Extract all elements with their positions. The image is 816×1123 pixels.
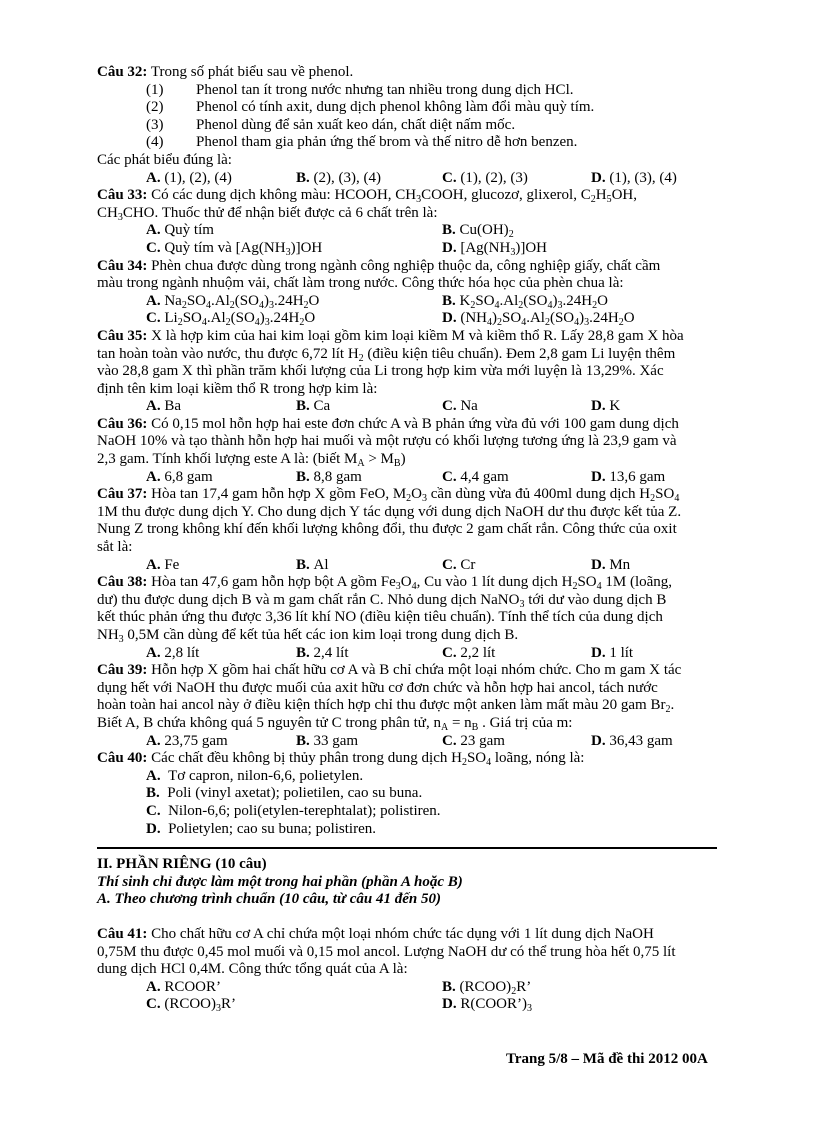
option-c[interactable]: C. (1), (2), (3) [442, 169, 528, 186]
answer-options [97, 240, 717, 258]
question-label: Câu 40: [97, 750, 148, 767]
question-34: Câu 34: Phèn chua được dùng trong ngành công nghiệp thuộc da, công nghiệp giấy, chất cầm màu trong ngành nhuộm vải, chất làm trong nước. Công thức hóa học của phèn chua là: A. $Na_2SO_4.Al_2(SO_4)_3.24H_2O$ B. $K_2SO_4.Al_2(SO_4)_3.24H_2O$ C. $Li_2SO_4.Al_2(SO_4)_3.24H_2O$ D. $(NH_4)_2SO_4.Al_2(SO_4)_3.24H_2O$ [97, 258, 717, 328]
question-label: Câu 37: [97, 486, 148, 503]
option-a[interactable]: A. 6,8 gam [146, 468, 213, 485]
section-divider [97, 847, 717, 849]
option-b[interactable]: B. $(RCOO)_2R$’ [442, 978, 532, 997]
option-d[interactable]: D. Mn [591, 556, 631, 573]
option-d[interactable]: D. Polietylen; cao su buna; polistiren. [146, 820, 376, 837]
option-d[interactable]: D. (1), (3), (4) [591, 169, 677, 186]
statement-number: (2) [146, 99, 164, 116]
answer-options [97, 645, 717, 663]
option-c[interactable]: C. $(RCOO)_3R$’ [146, 996, 237, 1015]
option-c[interactable]: C. Quỳ tím và $[Ag(NH_3)]OH$ [146, 239, 323, 258]
question-32 [97, 64, 717, 187]
statement [97, 99, 717, 117]
option-a[interactable]: A. $Na_2SO_4.Al_2(SO_4)_3.24H_2O$ [146, 292, 320, 311]
page-footer: Trang 5/8 – Mã đề thi 2012 00A [506, 1051, 708, 1067]
option-b[interactable]: B. Ca [296, 398, 331, 415]
question-label: Câu 36: [97, 415, 148, 432]
question-36: Câu 36: Có 0,15 mol hỗn hợp hai este đơn chức A và B phản ứng vừa đủ với 100 gam dung dịch NaOH 10% và tạo thành hỗn hợp hai muối và một rượu có khối lượng tương ứng là 23,9 gam và 2,3 gam. Tính khối lượng este A là: (biết $M_A > M_B$) A. 6,8 gam B. 8,8 gam C. 4,4 gam D. 13,6 gam [97, 416, 717, 486]
statement-number: (3) [146, 116, 164, 133]
question-label: Câu 32: [97, 64, 148, 80]
option-b[interactable]: B. 8,8 gam [296, 468, 362, 485]
section-subtitle: A. Theo chương trình chuẩn (10 câu, từ câu 41 đến 50) [97, 891, 441, 908]
option-c[interactable]: C. Nilon-6,6; poli(etylen-terephtalat); polistiren. [146, 802, 441, 819]
option-a[interactable]: A. 2,8 lít [146, 644, 200, 661]
question-37: Câu 37: Hòa tan 17,4 gam hỗn hợp X gồm FeO, $M_2O_3$ cần dùng vừa đủ 400ml dung dịch $H_2SO_4$ 1M thu được dung dịch Y. Cho dung dịch Y tác dụng với dung dịch NaOH dư thu được kết tủa Z. Nung Z trong không khí đến khối lượng không đổi, thu được 2 gam chất rắn. Công thức của oxit sắt là: A. Fe B. Al C. Cr D. Mn [97, 486, 717, 574]
question-label: Câu 39: [97, 662, 148, 679]
option-a[interactable]: A. Tơ capron, nilon-6,6, polietylen. [146, 767, 364, 784]
section-header [97, 856, 717, 909]
option-a[interactable]: A. RCOOR’ [146, 978, 222, 995]
option-a[interactable]: A. Quỳ tím [146, 222, 214, 239]
option-b[interactable]: B. Al [296, 556, 329, 573]
option-a[interactable]: A. (1), (2), (4) [146, 169, 232, 186]
statement-number: (1) [146, 81, 164, 98]
answer-options [97, 170, 717, 188]
exam-page [97, 64, 717, 1014]
statement-number: (4) [146, 134, 164, 151]
answer-options [97, 398, 717, 416]
option-d[interactable]: D. $(NH_4)_2SO_4.Al_2(SO_4)_3.24H_2O$ [442, 310, 635, 329]
question-label: Câu 41: [97, 925, 148, 942]
statement-text: Phenol tan ít trong nước nhưng tan nhiều trong dung dịch HCl. [196, 81, 574, 98]
section-title: II. PHẦN RIÊNG (10 câu) [97, 856, 267, 873]
option-a[interactable]: A. 23,75 gam [146, 732, 228, 749]
answer-options [97, 733, 717, 751]
statement [97, 134, 717, 152]
option-a[interactable]: A. Ba [146, 398, 182, 415]
option-c[interactable]: C. 4,4 gam [442, 468, 509, 485]
option-c[interactable]: C. $Li_2SO_4.Al_2(SO_4)_3.24H_2O$ [146, 310, 316, 329]
option-c[interactable]: C. 23 gam [442, 732, 505, 749]
question-33: Câu 33: Có các dung dịch không màu: HCOOH, $CH_3COOH$, glucozơ, glixerol, $C_2H_5OH$, $CH_3CHO$. Thuốc thử để nhận biết được cả 6 chất trên là: A. Quỳ tím B. $Cu(OH)_2$ C. Quỳ tím và $[Ag(NH_3)]OH$ D. $[Ag(NH_3)]OH$ [97, 187, 717, 257]
option-b[interactable]: B. $Cu(OH)_2$ [442, 222, 514, 241]
section-instruction: Thí sinh chỉ được làm một trong hai phần (phần A hoặc B) [97, 873, 463, 890]
statement-text: Phenol dùng để sản xuất keo dán, chất diệt nấm mốc. [196, 116, 516, 133]
option-d[interactable]: D. 13,6 gam [591, 468, 666, 485]
statement-text: Phenol có tính axit, dung dịch phenol không làm đổi màu quỳ tím. [196, 99, 595, 116]
question-text: Các phát biểu đúng là: [97, 151, 232, 168]
option-b[interactable]: B. 33 gam [296, 732, 359, 749]
statement [97, 117, 717, 135]
answer-options [97, 979, 717, 997]
option-b[interactable]: B. 2,4 lít [296, 644, 349, 661]
answer-options [97, 469, 717, 487]
option-d[interactable]: D. 1 lít [591, 644, 634, 661]
option-a[interactable]: A. Fe [146, 556, 180, 573]
question-label: Câu 34: [97, 257, 148, 274]
option-b[interactable]: B. (2), (3), (4) [296, 169, 381, 186]
question-label: Câu 35: [97, 327, 148, 344]
question-label: Câu 38: [97, 574, 148, 591]
answer-options [97, 996, 717, 1014]
option-c[interactable]: C. Cr [442, 556, 476, 573]
option-c[interactable]: C. 2,2 lít [442, 644, 496, 661]
answer-options [97, 222, 717, 240]
option-d[interactable]: D. $R(COOR’)_3$ [442, 996, 533, 1015]
answer-options [97, 557, 717, 575]
question-40: Câu 40: Các chất đều không bị thủy phân trong dung dịch $H_2SO_4$ loãng, nóng là: A. Tơ capron, nilon-6,6, polietylen. B. Poli (vinyl axetat); polietilen, cao su buna. C. Nilon-6,6; poli(etylen-terephtalat); polistiren. D. Polietylen; cao su buna; polistiren. [97, 750, 717, 838]
option-d[interactable]: D. K [591, 398, 621, 415]
question-label: Câu 33: [97, 187, 148, 204]
option-d[interactable]: D. 36,43 gam [591, 732, 673, 749]
statement-text: Phenol tham gia phản ứng thế brom và thế nitro dễ hơn benzen. [196, 134, 578, 151]
question-text: Trong số phát biểu sau về phenol. [150, 64, 354, 80]
option-b[interactable]: B. Poli (vinyl axetat); polietilen, cao su buna. [146, 785, 423, 802]
option-c[interactable]: C. Na [442, 398, 478, 415]
option-d[interactable]: D. $[Ag(NH_3)]OH$ [442, 239, 547, 258]
statement [97, 82, 717, 100]
answer-options [97, 310, 717, 328]
answer-options [97, 293, 717, 311]
question-35: Câu 35: X là hợp kim của hai kim loại gồm kim loại kiềm M và kiềm thổ R. Lấy 28,8 gam X hòa tan hoàn toàn vào nước, thu được 6,72 lít $H_2$ (điều kiện tiêu chuẩn). Đem 2,8 gam Li luyện thêm vào 28,8 gam X thì phần trăm khối lượng của Li trong hợp kim vừa mới luyện là 13,29%. Xác định tên kim loại kiềm thổ R trong hợp kim là: A. Ba B. Ca C. Na D. K [97, 328, 717, 416]
question-41: Câu 41: Cho chất hữu cơ A chỉ chứa một loại nhóm chức tác dụng với 1 lít dung dịch NaOH 0,75M thu được 0,45 mol muối và 0,15 mol ancol. Lượng NaOH dư có thể trung hòa hết 0,75 lít dung dịch HCl 0,4M. Công thức tổng quát của A là: A. RCOOR’ B. $(RCOO)_2R$’ C. $(RCOO)_3R$’ D. $R(COOR’)_3$ [97, 926, 717, 1014]
question-38: Câu 38: Hòa tan 47,6 gam hỗn hợp bột A gồm $Fe_3O_4$, Cu vào 1 lít dung dịch $H_2SO_4$ 1M (loãng, dư) thu được dung dịch B và m gam chất rắn C. Nhỏ dung dịch NaNO$_3$ tới dư vào dung dịch B kết thúc phản ứng thu được 3,36 lít khí NO (điều kiện tiêu chuẩn). Tính thể tích của dung dịch $NH_3$ 0,5M cần dùng để kết tủa hết các ion kim loại trong dung dịch B. A. 2,8 lít B. 2,4 lít C. 2,2 lít D. 1 lít [97, 574, 717, 662]
option-b[interactable]: B. $K_2SO_4.Al_2(SO_4)_3.24H_2O$ [442, 292, 608, 311]
question-39: Câu 39: Hỗn hợp X gồm hai chất hữu cơ A và B chỉ chứa một loại nhóm chức. Cho m gam X tác dụng hết với NaOH thu được muối của axit hữu cơ đơn chức và hỗn hợp hai ancol, tách nước hoàn toàn hai ancol này ở điều kiện thích hợp chỉ thu được một anken làm mất màu 20 gam $Br_2$. Biết A, B chứa không quá 5 nguyên tử C trong phân tử, $n_A = n_B$ . Giá trị của m: A. 23,75 gam B. 33 gam C. 23 gam D. 36,43 gam [97, 662, 717, 750]
